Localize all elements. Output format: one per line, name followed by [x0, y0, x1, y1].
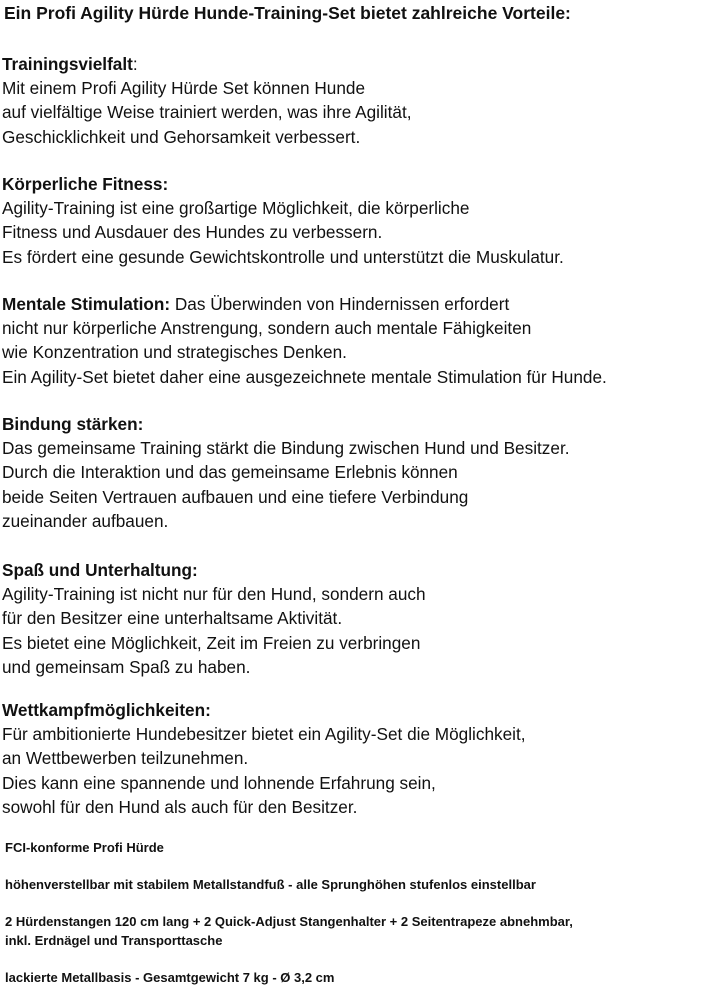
feature-item — [5, 875, 536, 894]
body-line: Durch die Interaktion und das gemeinsame Erlebnis können — [2, 462, 458, 483]
section-heading: Körperliche Fitness: — [2, 174, 169, 194]
body-line: und gemeinsam Spaß zu haben. — [2, 656, 251, 677]
feature-line: höhenverstellbar mit stabilem Metallstandfuß - alle Sprunghöhen stufenlos einstellbar — [5, 877, 536, 892]
section-bindung-staerken — [2, 412, 718, 533]
body-line: sowohl für den Hund als auch für den Besitzer. — [2, 796, 358, 817]
section-wettkampfmoeglichkeiten — [2, 698, 718, 819]
section-heading: Wettkampfmöglichkeiten: — [2, 700, 211, 720]
feature-item — [5, 912, 573, 950]
section-mentale-stimulation — [2, 292, 718, 389]
feature-item — [5, 968, 334, 987]
section-heading: Bindung stärken: — [2, 414, 144, 434]
body-line: Es bietet eine Möglichkeit, Zeit im Freien zu verbringen — [2, 632, 421, 653]
heading-suffix: : — [132, 54, 138, 74]
feature-line: inkl. Erdnägel und Transporttasche — [5, 933, 223, 948]
feature-line: 2 Hürdenstangen 120 cm lang + 2 Quick-Adjust Stangenhalter + 2 Seitentrapeze abnehmbar, — [5, 914, 573, 929]
body-line: Dies kann eine spannende und lohnende Erfahrung sein, — [2, 772, 436, 793]
section-koerperliche-fitness — [2, 172, 718, 269]
heading-inline-text: Das Überwinden von Hindernissen erfordert — [170, 294, 510, 314]
feature-item — [5, 838, 164, 857]
section-heading: Trainingsvielfalt — [2, 54, 133, 74]
feature-line: FCI-konforme Profi Hürde — [5, 840, 164, 855]
section-heading-line — [2, 52, 718, 76]
section-heading-line — [2, 292, 718, 316]
section-heading: Spaß und Unterhaltung: — [2, 560, 198, 580]
body-line: Das gemeinsame Training stärkt die Bindung zwischen Hund und Besitzer. — [2, 438, 570, 459]
body-line: auf vielfältige Weise trainiert werden, was ihre Agilität, — [2, 102, 412, 123]
page-title: Ein Profi Agility Hürde Hunde-Training-Set bietet zahlreiche Vorteile: — [4, 3, 571, 23]
body-line: Mit einem Profi Agility Hürde Set können Hunde — [2, 78, 366, 99]
body-line: wie Konzentration und strategisches Denken. — [2, 342, 347, 363]
body-line: zueinander aufbauen. — [2, 510, 169, 531]
body-line: für den Besitzer eine unterhaltsame Aktivität. — [2, 608, 343, 629]
section-heading: Mentale Stimulation: — [2, 294, 171, 314]
body-line: Für ambitionierte Hundebesitzer bietet ein Agility-Set die Möglichkeit, — [2, 724, 526, 745]
feature-line: lackierte Metallbasis - Gesamtgewicht 7 kg - Ø 3,2 cm — [5, 970, 335, 985]
body-line: Agility-Training ist nicht nur für den Hund, sondern auch — [2, 584, 426, 605]
body-line: Ein Agility-Set bietet daher eine ausgezeichnete mentale Stimulation für Hunde. — [2, 366, 607, 387]
body-line: an Wettbewerben teilzunehmen. — [2, 748, 249, 769]
body-line: Geschicklichkeit und Gehorsamkeit verbessert. — [2, 126, 361, 147]
body-line: beide Seiten Vertrauen aufbauen und eine tiefere Verbindung — [2, 486, 469, 507]
section-trainingsvielfalt — [2, 52, 718, 149]
body-line: Es fördert eine gesunde Gewichtskontrolle und unterstützt die Muskulatur. — [2, 246, 564, 267]
section-spass-und-unterhaltung — [2, 558, 718, 679]
body-line: nicht nur körperliche Anstrengung, sondern auch mentale Fähigkeiten — [2, 318, 532, 339]
body-line: Agility-Training ist eine großartige Möglichkeit, die körperliche — [2, 198, 470, 219]
body-line: Fitness und Ausdauer des Hundes zu verbessern. — [2, 222, 383, 243]
